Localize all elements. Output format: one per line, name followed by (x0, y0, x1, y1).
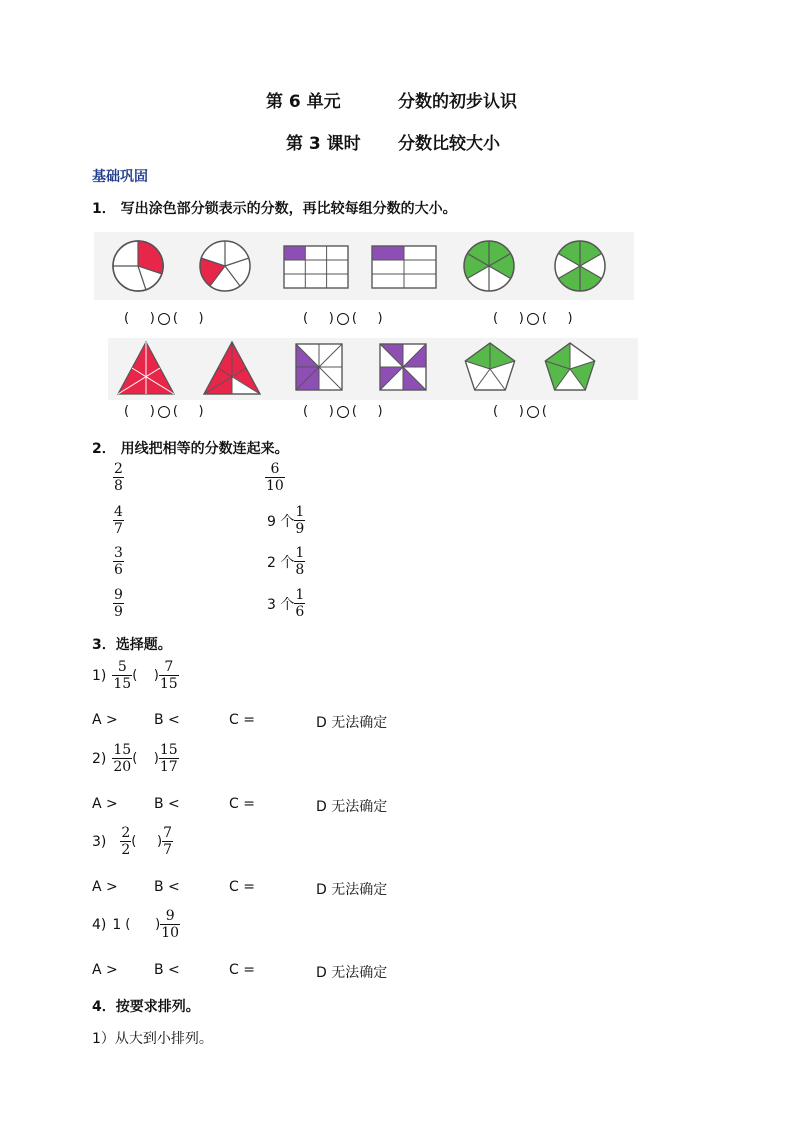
q2-left-3[interactable]: $\frac{3}{6}$ (114, 545, 123, 579)
answer-blank[interactable]: ( ) (172, 404, 204, 419)
q2-right-1[interactable]: 9 个 $\frac{1}{9}$ (267, 504, 305, 538)
circle-sixths-green-figure-2 (555, 241, 605, 291)
circle-fifths-figure (200, 241, 250, 291)
q2-title: 2． 用线把相等的分数连起来。 (92, 441, 289, 457)
q1-figures-row1 (94, 232, 634, 300)
answer-blank[interactable]: ( ) (124, 404, 155, 419)
answer-blank[interactable]: ( ) (541, 311, 573, 326)
q4-sub1: 1）从大到小排列。 (92, 1031, 213, 1047)
answer-blank[interactable]: ( ) (124, 311, 155, 326)
q3-item-2: 2) $\frac{15}{20}$ ( ) $\frac{15}{17}$ (92, 742, 178, 776)
q3-title: 3．选择题。 (92, 637, 172, 653)
option-a[interactable]: A > (92, 962, 118, 978)
option-b[interactable]: B < (154, 962, 180, 978)
figure-strip (94, 232, 634, 300)
answer-blank[interactable]: ( ) (172, 311, 204, 326)
answer-blank[interactable]: ( ) (131, 834, 163, 850)
q1-compare-2 (303, 311, 383, 326)
answer-blank[interactable]: ( ) (303, 404, 334, 419)
option-b[interactable]: B < (154, 879, 180, 895)
option-a[interactable]: A > (92, 879, 118, 895)
q3-item-4: 4) 1 ( ) $\frac{9}{10}$ (92, 908, 180, 942)
answer-blank[interactable]: ( ) (493, 404, 524, 419)
lesson-title: 分数比较大小 (398, 134, 500, 154)
q2-right-2[interactable]: 2 个 $\frac{1}{8}$ (267, 545, 305, 579)
option-b[interactable]: B < (154, 796, 180, 812)
option-b[interactable]: B < (154, 712, 180, 728)
compare-circle[interactable] (337, 313, 349, 325)
q2-right-3[interactable]: 3 个 $\frac{1}{6}$ (267, 587, 305, 621)
q1-compare-1 (124, 311, 204, 326)
q1-figures-row2 (108, 338, 638, 400)
option-d[interactable]: D 无法确定 (316, 715, 388, 731)
square-pinwheel-figure (380, 344, 426, 390)
option-c[interactable]: C = (229, 879, 255, 895)
q3-item-3: 3) $\frac{2}{2}$ ( ) $\frac{7}{7}$ (92, 825, 173, 859)
q1-compare-6 (493, 404, 547, 419)
answer-blank[interactable]: ( ) (132, 668, 159, 684)
square-eighths-figure (296, 344, 342, 390)
compare-circle[interactable] (158, 406, 170, 418)
unit-number: 第 6 单元 (266, 92, 341, 112)
option-d[interactable]: D 无法确定 (316, 965, 388, 981)
q1-title: 1． 写出涂色部分锁表示的分数，再比较每组分数的大小。 (92, 201, 457, 217)
option-c[interactable]: C = (229, 962, 255, 978)
answer-blank[interactable]: ( ) (493, 311, 524, 326)
grid-sixths-figure (372, 246, 436, 288)
option-a[interactable]: A > (92, 796, 118, 812)
option-d[interactable]: D 无法确定 (316, 882, 388, 898)
option-a[interactable]: A > (92, 712, 118, 728)
answer-blank[interactable]: ( ) (303, 311, 334, 326)
q2-right-top[interactable]: $\frac{6}{10}$ (266, 461, 284, 495)
section-label: 基础巩固 (92, 169, 148, 185)
option-c[interactable]: C = (229, 796, 255, 812)
q2-left-2[interactable]: $\frac{4}{7}$ (114, 504, 123, 538)
answer-blank[interactable]: ( (541, 404, 547, 419)
answer-blank[interactable]: ( ) (351, 404, 383, 419)
compare-circle[interactable] (527, 406, 539, 418)
circle-sixths-green-figure (464, 241, 514, 291)
q1-compare-3 (493, 311, 573, 326)
compare-circle[interactable] (337, 406, 349, 418)
answer-blank[interactable]: ( ) (132, 751, 159, 767)
option-d[interactable]: D 无法确定 (316, 799, 388, 815)
unit-title: 分数的初步认识 (398, 92, 517, 112)
grid-ninths-figure (284, 246, 348, 288)
answer-blank[interactable]: ( ) (125, 917, 161, 933)
option-c[interactable]: C = (229, 712, 255, 728)
answer-blank[interactable]: ( ) (351, 311, 383, 326)
lesson-number: 第 3 课时 (286, 134, 361, 154)
q2-left-4[interactable]: $\frac{9}{9}$ (114, 587, 123, 621)
q1-compare-4 (124, 404, 204, 419)
q2-left-1[interactable]: $\frac{2}{8}$ (114, 461, 123, 495)
compare-circle[interactable] (158, 313, 170, 325)
q1-compare-5 (303, 404, 383, 419)
circle-quarters-figure (113, 241, 163, 291)
compare-circle[interactable] (527, 313, 539, 325)
q3-item-1: 1) $\frac{5}{15}$ ( ) $\frac{7}{15}$ (92, 659, 178, 693)
q4-title: 4．按要求排列。 (92, 999, 200, 1015)
